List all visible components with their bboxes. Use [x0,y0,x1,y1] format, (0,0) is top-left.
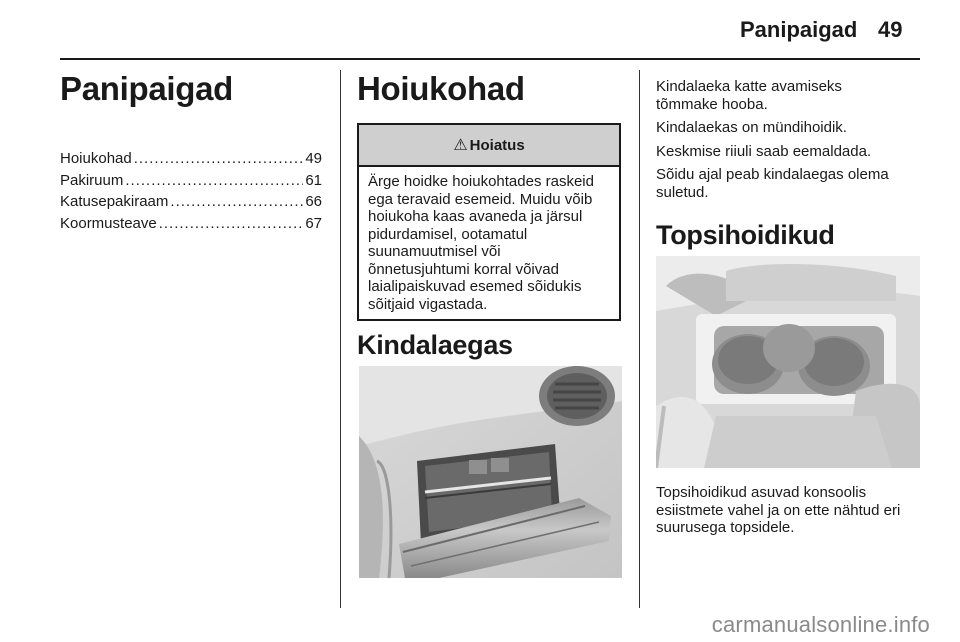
paragraph-line: Keskmise riiuli saab eemaldada. [656,143,872,160]
toc-entry-page: 61 [305,171,322,189]
paragraph-line: Topsihoidikud asuvad konsoolis [656,484,867,501]
warning-line: pidurdamisel, ootamatul [368,225,528,243]
toc-leader-dots [134,148,304,170]
section-title-hoiukohad: Hoiukohad [357,70,525,107]
column-divider-1 [340,70,341,608]
warning-line: laialipaiskuvad esemed sõidukis [368,278,582,295]
warning-line: õnnetusjuhtumi korral võivad [368,260,559,278]
warning-triangle-icon: ⚠ [453,137,468,154]
toc-entry[interactable] [60,213,322,235]
toc-entry[interactable] [60,148,322,170]
running-header-title: Panipaigad [740,17,858,42]
paragraph-line: suletud. [656,183,709,201]
paragraph-line: esiistmete vahel ja on ette nähtud eri [656,501,901,519]
paragraph-line: Sõidu ajal peab kindalaegas olema [656,166,889,183]
toc-entry-page: 49 [305,150,322,167]
warning-line: hoiukoha kaas avaneda ja järsul [368,208,583,225]
toc-entry-label: Katusepakiraam [60,193,169,210]
column-divider-2 [639,70,640,608]
watermark: carmanualsonline.info [711,612,930,637]
toc-entry-label: Hoiukohad [60,150,132,167]
table-of-contents [60,148,322,234]
warning-line: sõitjaid vigastada. [368,295,488,313]
paragraph [656,78,924,113]
paragraph-caption [656,484,928,537]
toc-entry-page: 66 [305,193,322,210]
section-title-topsihoidikud: Topsihoidikud [656,220,835,250]
toc-leader-dots [125,170,303,192]
paragraph-line: suurusega topsidele. [656,519,795,536]
warning-line: Ärge hoidke hoiukohtades raskeid [368,173,594,190]
toc-entry-label: Pakiruum [60,171,124,189]
paragraph-line: Kindalaekas on mündihoidik. [656,119,847,136]
paragraph [656,166,924,201]
warning-line: ega teravaid esemeid. Muidu võib [368,190,593,208]
toc-entry[interactable] [60,191,322,213]
warning-box [357,123,621,321]
toc-entry-label: Koormusteave [60,214,157,232]
glovebox-photo [359,366,622,578]
toc-entry-page: 67 [305,214,322,232]
paragraph [656,119,924,137]
chapter-title: Panipaigad [60,70,234,107]
paragraph-line: tõmmake hooba. [656,95,768,113]
paragraph [656,143,924,161]
section-title-kindalaegas: Kindalaegas [357,330,513,360]
header-rule [60,58,920,60]
toc-entry[interactable] [60,170,322,192]
warning-heading: Hoiatus [469,136,525,154]
paragraph-line: Kindalaeka katte avamiseks [656,78,842,95]
cupholder-photo [656,256,920,468]
warning-line: suunamuutmisel või [368,243,501,260]
warning-text [359,167,619,319]
warning-header [359,125,619,167]
toc-leader-dots [159,213,304,235]
page-number: 49 [878,17,903,42]
toc-leader-dots [170,191,303,213]
